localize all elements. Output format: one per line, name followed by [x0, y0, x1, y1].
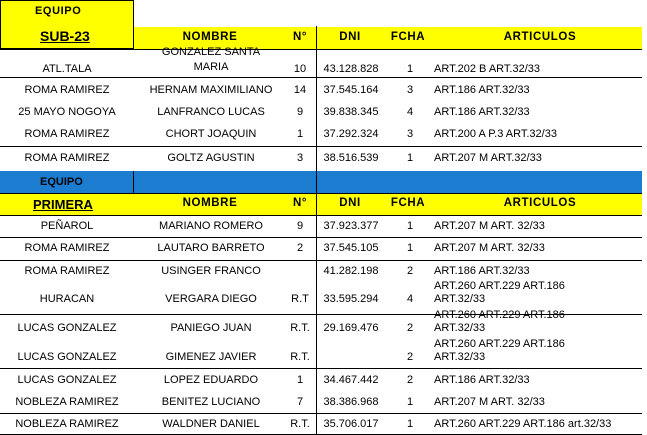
dni-cell: 37.545.164: [323, 84, 379, 96]
sub23-equipo-label: EQUIPO: [35, 5, 82, 17]
dni-cell: 37.923.377: [323, 220, 379, 232]
dni-cell: 34.467.442: [323, 374, 379, 386]
num-cell: 7: [296, 396, 304, 408]
num-cell: 9: [296, 220, 304, 232]
dni-cell: 43.128.828: [323, 63, 379, 75]
equipo-cell: ROMA RAMIREZ: [24, 152, 110, 164]
articulos-cell: ART.207 M ART. 32/33: [434, 242, 545, 254]
fecha-cell: 2: [406, 265, 414, 277]
nombre-cell: GIMENEZ JAVIER: [165, 351, 257, 363]
nombre-cell: GOLTZ AGUSTIN: [167, 152, 255, 164]
articulos-cell: ART.186 ART.32/33: [434, 374, 530, 386]
num-cell: 10: [293, 63, 307, 75]
primera-category-title: PRIMERA: [33, 196, 93, 212]
nombre-cell: GONZALEZ SANTA: [161, 46, 261, 58]
dni-cell: 41.282.198: [323, 265, 379, 277]
dni-cell: 38.386.968: [323, 396, 379, 408]
fecha-cell: 1: [406, 152, 414, 164]
num-cell: 1: [296, 128, 304, 140]
articulos-cell: ART.260 ART.229 ART.186: [434, 280, 565, 292]
sub23-col-articulos: ARTICULOS: [503, 31, 577, 43]
articulos-cell: ART.207 M ART. 32/33: [434, 220, 545, 232]
equipo-cell: ROMA RAMIREZ: [24, 128, 110, 140]
num-cell: R.T.: [290, 418, 310, 430]
equipo-cell: 25 MAYO NOGOYA: [18, 106, 116, 118]
equipo-cell: PEÑAROL: [40, 220, 94, 232]
fecha-cell: 4: [406, 106, 414, 118]
primera-col-articulos: ARTICULOS: [503, 197, 577, 209]
nombre-cell: USINGER FRANCO: [161, 265, 261, 277]
nombre-cell: CHORT JOAQUIN: [165, 128, 257, 140]
nombre-cell: MARIANO ROMERO: [159, 220, 263, 232]
num-cell: R.T: [291, 293, 309, 305]
fecha-cell: 3: [406, 84, 414, 96]
articulos-cell: ART.260 ART.229 ART.186 art.32/33: [434, 418, 612, 430]
num-cell: 1: [296, 374, 304, 386]
articulos-cell: ART.260 ART.229 ART.186: [434, 309, 565, 321]
fecha-cell: 1: [406, 418, 414, 430]
fecha-cell: 4: [406, 293, 414, 305]
nombre-cell: LOPEZ EDUARDO: [163, 374, 259, 386]
articulos-cell: ART.186 ART.32/33: [434, 84, 530, 96]
num-cell: 3: [296, 152, 304, 164]
dni-cell: 35.706.017: [323, 418, 379, 430]
nombre-cell: BENITEZ LUCIANO: [161, 396, 261, 408]
articulos-cell: ART.207 M ART.32/33: [434, 152, 542, 164]
dni-cell: 39.838.345: [323, 106, 379, 118]
equipo-cell: ROMA RAMIREZ: [24, 265, 110, 277]
equipo-cell: ATL.TALA: [42, 63, 92, 75]
nombre-cell: LAUTARO BARRETO: [157, 242, 265, 254]
dni-cell: 37.545.105: [323, 242, 379, 254]
articulos-cell: ART.186 ART.32/33: [434, 106, 530, 118]
num-cell: 9: [296, 106, 304, 118]
dni-cell: 38.516.539: [323, 152, 379, 164]
dni-cell: 33.595.294: [323, 293, 379, 305]
num-cell: R.T.: [290, 351, 310, 363]
primera-col-dni: DNI: [339, 197, 361, 209]
sub23-col-fecha: FCHA: [390, 31, 426, 43]
equipo-cell: HURACAN: [39, 293, 95, 305]
primera-col-nombre: NOMBRE: [182, 197, 238, 209]
articulos-cell-line2: ART.32/33: [434, 351, 486, 363]
fecha-cell: 2: [406, 351, 414, 363]
nombre-cell: VERGARA DIEGO: [165, 293, 257, 305]
articulos-cell-line2: ART.32/33: [434, 322, 486, 334]
primera-equipo-label: EQUIPO: [40, 176, 83, 188]
articulos-cell: ART.200 A P.3 ART.32/33: [434, 128, 557, 140]
primera-col-num: N°: [292, 197, 308, 209]
fecha-cell: 1: [406, 396, 414, 408]
articulos-cell: ART.207 M ART. 32/33: [434, 396, 545, 408]
sub23-col-nombre: NOMBRE: [182, 31, 238, 43]
equipo-cell: LUCAS GONZALEZ: [17, 322, 117, 334]
num-cell: 2: [296, 242, 304, 254]
nombre-cell: WALDNER DANIEL: [162, 418, 260, 430]
equipo-cell: ROMA RAMIREZ: [24, 242, 110, 254]
fecha-cell: 3: [406, 128, 414, 140]
fecha-cell: 1: [406, 63, 414, 75]
num-cell: R.T.: [290, 322, 310, 334]
equipo-cell: LUCAS GONZALEZ: [17, 351, 117, 363]
sub23-col-num: N°: [292, 31, 308, 43]
nombre-cell: HERNAM MAXIMILIANO: [149, 84, 273, 96]
fecha-cell: 2: [406, 374, 414, 386]
nombre-cell: LANFRANCO LUCAS: [157, 106, 265, 118]
nombre-cell: PANIEGO JUAN: [170, 322, 252, 334]
equipo-cell: NOBLEZA RAMIREZ: [15, 396, 119, 408]
sub23-category-title: SUB-23: [40, 28, 90, 44]
num-cell: 14: [293, 84, 307, 96]
nombre-cell-line2: MARIA: [193, 61, 229, 73]
articulos-cell-line2: ART.32/33: [434, 293, 486, 305]
dni-cell: 37.292.324: [323, 128, 379, 140]
sub23-col-dni: DNI: [339, 31, 361, 43]
articulos-cell: ART.260 ART.229 ART.186: [434, 338, 565, 350]
fecha-cell: 1: [406, 220, 414, 232]
fecha-cell: 1: [406, 242, 414, 254]
fecha-cell: 2: [406, 322, 414, 334]
primera-col-fecha: FCHA: [390, 197, 426, 209]
dni-cell: 29.169.476: [323, 322, 379, 334]
equipo-cell: ROMA RAMIREZ: [24, 84, 110, 96]
articulos-cell: ART.186 ART.32/33: [434, 265, 530, 277]
equipo-cell: LUCAS GONZALEZ: [17, 374, 117, 386]
articulos-cell: ART.202 B ART.32/33: [434, 63, 540, 75]
equipo-cell: NOBLEZA RAMIREZ: [15, 418, 119, 430]
